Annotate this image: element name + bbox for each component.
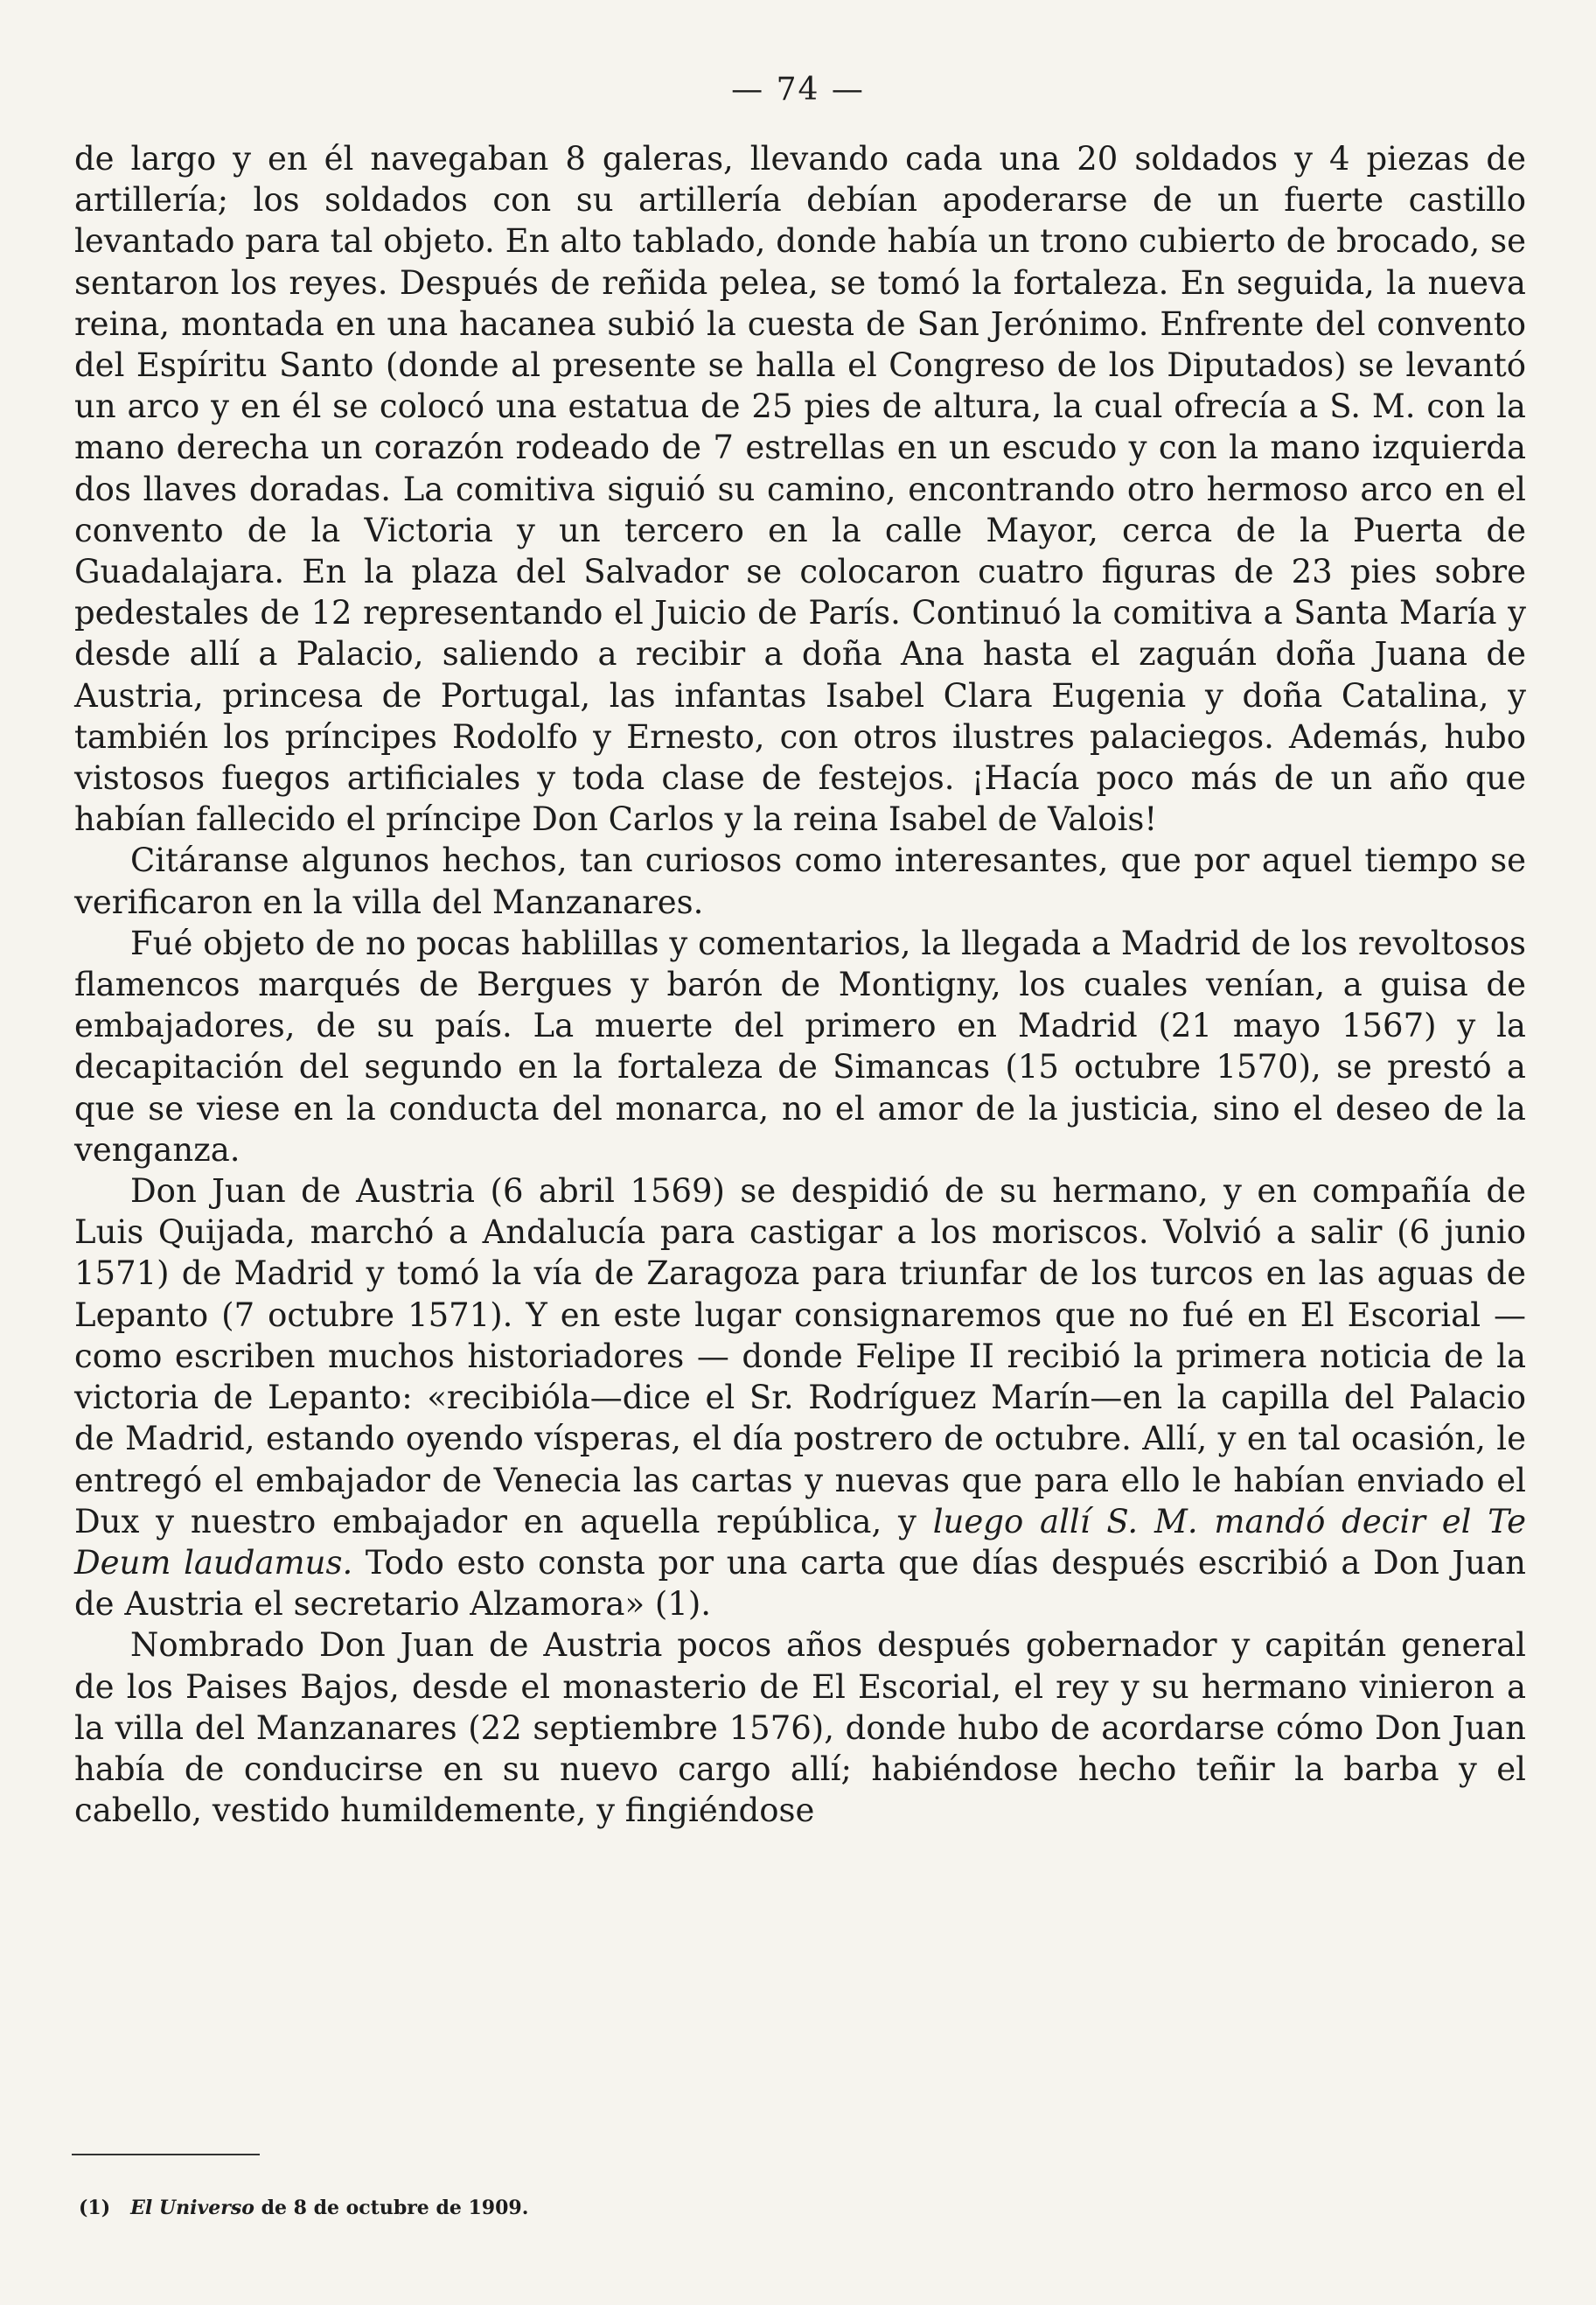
paragraph-4-italic-quote: luego allí S. M. mandó decir el Te Deum laudamus.: [74, 1502, 1526, 1582]
footnote-date: de 8 de octubre de 1909.: [261, 2197, 529, 2219]
body-text: [74, 138, 1526, 1831]
footnote-source-title: El Universo: [130, 2197, 254, 2219]
footnote-divider: [72, 2154, 260, 2155]
page-number: — 74 —: [731, 72, 865, 108]
paragraph-4-text-before: Don Juan de Austria (6 abril 1569) se despidió de su hermano, y en compañía de Luis Quijada, marchó a Andalucía para castigar a los moriscos. Volvió a salir (6 junio 1571) de Madrid y tomó la vía de Zaragoza para triunfar de los turcos en las aguas de Lepanto (7 octubre 1571). Y en este lugar consignaremos que no fué en El Escorial — como escriben muchos historiadores — donde Felipe II recibió la primera noticia de la victoria de Lepanto: «recibióla—dice el Sr. Rodríguez Marín—en la capilla del Palacio de Madrid, estando oyendo vísperas, el día postrero de octubre. Allí, y en tal ocasión, le entregó el embajador de Venecia las cartas y nuevas que para ello le habían enviado el Dux y nuestro embajador en aquella república, y: [74, 1172, 1526, 1540]
paragraph-1: de largo y en él navegaban 8 galeras, llevando cada una 20 soldados y 4 piezas de artillería; los soldados con su artillería debían apoderarse de un fuerte castillo levantado para tal objeto. En alto tablado, donde había un trono cubierto de brocado, se sentaron los reyes. Después de reñida pelea, se tomó la fortaleza. En seguida, la nueva reina, montada en una hacanea subió la cuesta de San Jerónimo. Enfrente del convento del Espíritu Santo (donde al presente se halla el Congreso de los Diputados) se levantó un arco y en él se colocó una estatua de 25 pies de altura, la cual ofrecía a S. M. con la mano derecha un corazón rodeado de 7 estrellas en un escudo y con la mano izquierda dos llaves doradas. La comitiva siguió su camino, encontrando otro hermoso arco en el convento de la Victoria y un tercero en la calle Mayor, cerca de la Puerta de Guadalajara. En la plaza del Salvador se colocaron cuatro figuras de 23 pies sobre pedestales de 12 representando el Juicio de París. Continuó la comitiva a Santa María y desde allí a Palacio, saliendo a recibir a doña Ana hasta el zaguán doña Juana de Austria, princesa de Portugal, las infantas Isabel Clara Eugenia y doña Catalina, y también los príncipes Rodolfo y Ernesto, con otros ilustres palaciegos. Además, hubo vistosos fuegos artificiales y toda clase de festejos. ¡Hacía poco más de un año que habían fallecido el príncipe Don Carlos y la reina Isabel de Valois!: [74, 140, 1526, 839]
footnote: [79, 2196, 1478, 2220]
paragraph-5: Nombrado Don Juan de Austria pocos años después gobernador y capitán general de los Paises Bajos, desde el monasterio de El Escorial, el rey y su hermano vinieron a la villa del Manzanares (22 septiembre 1576), donde hubo de acordarse cómo Don Juan había de conducirse en su nuevo cargo allí; habiéndose hecho teñir la barba y el cabello, vestido humildemente, y fingiéndose: [74, 1626, 1526, 1830]
paragraph-4-text-after: Todo esto consta por una carta que días después escribió a Don Juan de Austria el secretario Alzamora» (1).: [74, 1543, 1526, 1624]
paragraph-3: Fué objeto de no pocas hablillas y comentarios, la llegada a Madrid de los revoltosos flamencos marqués de Bergues y barón de Montigny, los cuales venían, a guisa de embajadores, de su país. La muerte del primero en Madrid (21 mayo 1567) y la decapitación del segundo en la fortaleza de Simancas (15 octubre 1570), se prestó a que se viese en la conducta del monarca, no el amor de la justicia, sino el deseo de la venganza.: [74, 924, 1526, 1169]
paragraph-4: [74, 1170, 1526, 1624]
footnote-marker: (1): [79, 2197, 111, 2219]
paragraph-2: Citáranse algunos hechos, tan curiosos como interesantes, que por aquel tiempo se verificaron en la villa del Manzanares.: [74, 842, 1526, 921]
